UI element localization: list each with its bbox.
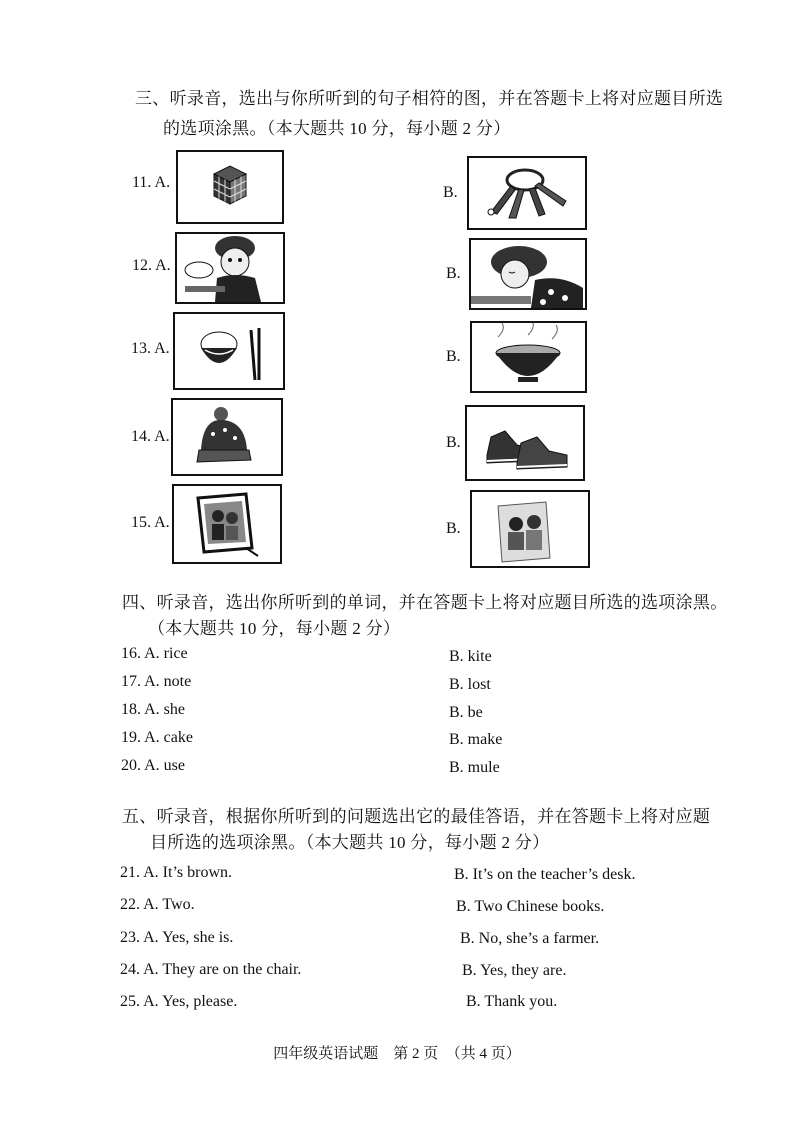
section3-title-line1: 三、听录音，选出与你所听到的句子相符的图，并在答题卡上将对应题目所选 xyxy=(135,89,724,108)
q15-a-label: 15. A. xyxy=(131,514,170,531)
keys-icon xyxy=(469,158,585,228)
q23-option-b[interactable]: B. No, she’s a farmer. xyxy=(460,930,600,947)
q25-option-a[interactable]: 25. A. Yes, please. xyxy=(120,993,238,1010)
q20-option-a[interactable]: 20. A. use xyxy=(121,757,185,774)
q21-option-a[interactable]: 21. A. It’s brown. xyxy=(120,864,232,881)
q22-option-b[interactable]: B. Two Chinese books. xyxy=(456,898,605,915)
q13-b-label: B. xyxy=(446,348,461,365)
q17-option-a[interactable]: 17. A. note xyxy=(121,673,192,690)
q15-a-image[interactable] xyxy=(172,484,282,564)
q16-option-b[interactable]: B. kite xyxy=(449,648,492,665)
q23-option-a[interactable]: 23. A. Yes, she is. xyxy=(120,929,234,946)
q19-option-a[interactable]: 19. A. cake xyxy=(121,729,193,746)
girl-sleeping-icon xyxy=(471,240,585,308)
section4-title-line1: 四、听录音，选出你所听到的单词，并在答题卡上将对应题目所选的选项涂黑。 xyxy=(122,593,728,612)
q24-option-a[interactable]: 24. A. They are on the chair. xyxy=(120,961,302,978)
q11-b-image[interactable] xyxy=(467,156,587,230)
boy-eating-icon xyxy=(177,234,283,302)
sneakers-icon xyxy=(467,407,583,479)
section4-title-line2: （本大题共 10 分，每小题 2 分） xyxy=(148,619,401,638)
knit-hat-icon xyxy=(173,400,281,474)
q12-a-image[interactable] xyxy=(175,232,285,304)
q22-option-a[interactable]: 22. A. Two. xyxy=(120,896,195,913)
rice-bowl-chopsticks-icon xyxy=(175,314,283,388)
q15-b-label: B. xyxy=(446,520,461,537)
noodle-soup-icon xyxy=(472,323,585,391)
q24-option-b[interactable]: B. Yes, they are. xyxy=(462,962,567,979)
page-footer: 四年级英语试题 第 2 页 （共 4 页） xyxy=(273,1046,521,1062)
q14-b-image[interactable] xyxy=(465,405,585,481)
q12-b-image[interactable] xyxy=(469,238,587,310)
q11-a-image[interactable] xyxy=(176,150,284,224)
q13-b-image[interactable] xyxy=(470,321,587,393)
q15-b-image[interactable] xyxy=(470,490,590,568)
q12-b-label: B. xyxy=(446,265,461,282)
q12-a-label: 12. A. xyxy=(132,257,171,274)
q13-a-image[interactable] xyxy=(173,312,285,390)
q11-a-label: 11. A. xyxy=(132,174,171,191)
q20-option-b[interactable]: B. mule xyxy=(449,759,500,776)
q25-option-b[interactable]: B. Thank you. xyxy=(466,993,558,1010)
q18-option-b[interactable]: B. be xyxy=(449,704,483,721)
q16-option-a[interactable]: 16. A. rice xyxy=(121,645,188,662)
q21-option-b[interactable]: B. It’s on the teacher’s desk. xyxy=(454,866,636,883)
rubiks-cube-icon xyxy=(178,152,282,222)
q19-option-b[interactable]: B. make xyxy=(449,731,503,748)
q14-b-label: B. xyxy=(446,434,461,451)
section5-title-line2: 目所选的选项涂黑。（本大题共 10 分，每小题 2 分） xyxy=(150,833,550,852)
framed-photo-icon xyxy=(174,486,280,562)
q13-a-label: 13. A. xyxy=(131,340,170,357)
q11-b-label: B. xyxy=(443,184,458,201)
photo-card-icon xyxy=(472,492,588,566)
q17-option-b[interactable]: B. lost xyxy=(449,676,491,693)
section5-title-line1: 五、听录音，根据你所听到的问题选出它的最佳答语，并在答题卡上将对应题 xyxy=(122,807,711,826)
q14-a-image[interactable] xyxy=(171,398,283,476)
q14-a-label: 14. A. xyxy=(131,428,170,445)
section3-title-line2: 的选项涂黑。（本大题共 10 分，每小题 2 分） xyxy=(163,119,511,138)
q18-option-a[interactable]: 18. A. she xyxy=(121,701,185,718)
